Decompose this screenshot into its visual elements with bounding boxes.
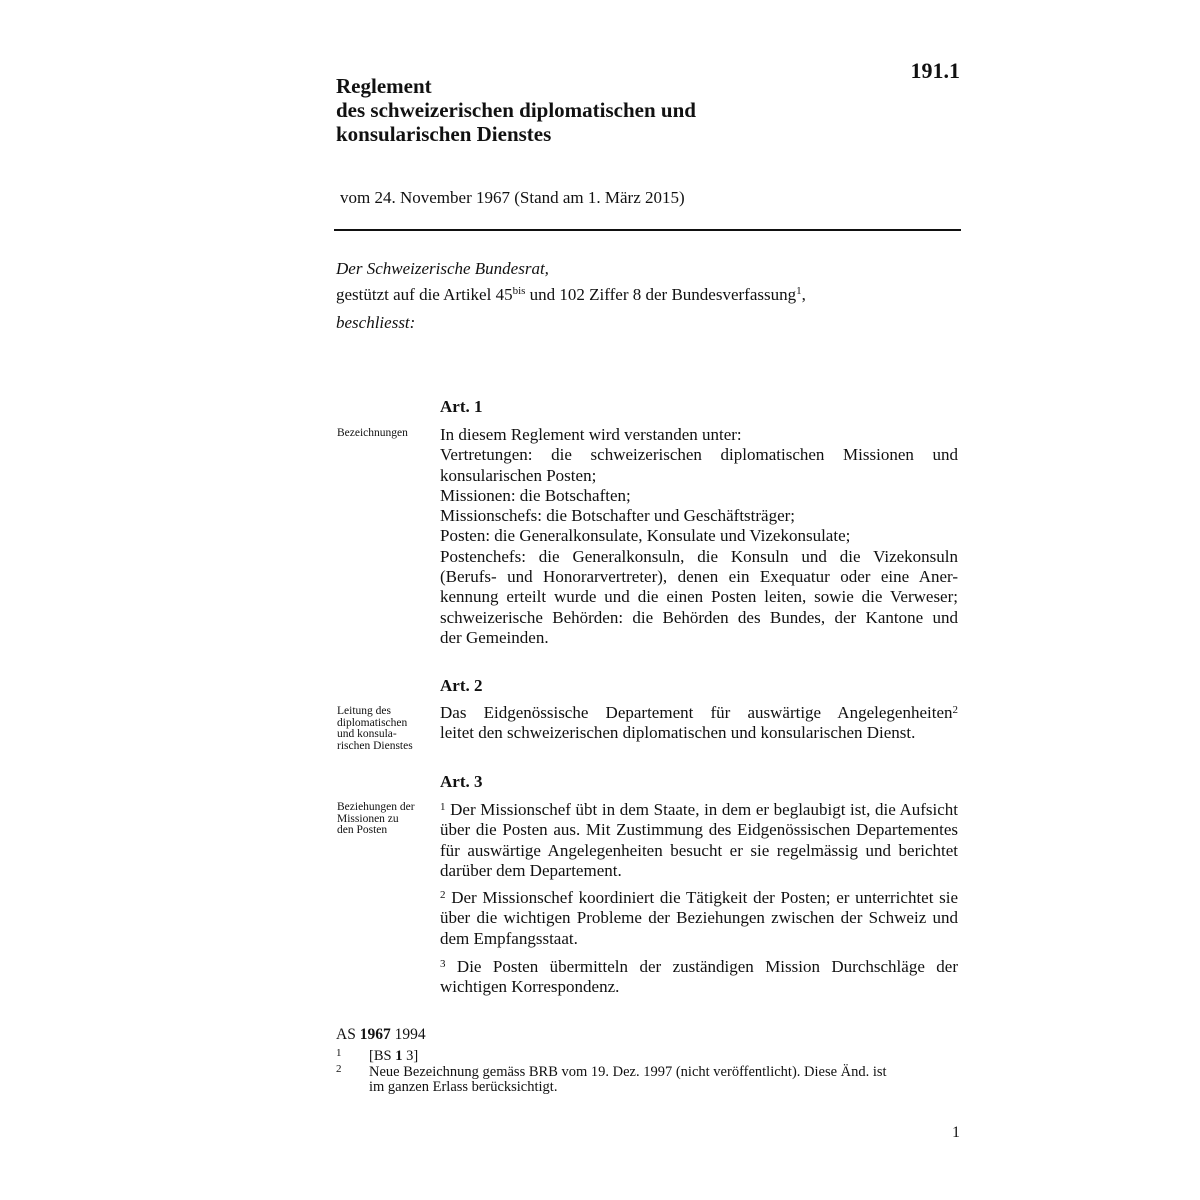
article-line: kennung erteilt wurde und die einen Posten leiten, sowie die Verweser; [440, 587, 958, 607]
article-line: (Berufs- und Honorarvertreter), denen ein Exequatur oder eine Aner- [440, 567, 958, 587]
footnote-text-part: [BS [369, 1048, 396, 1064]
article-1-body [440, 425, 958, 648]
title-line: des schweizerischen diplomatischen und [336, 98, 696, 122]
article-line: Vertretungen: die schweizerischen diplomatischen Missionen und [440, 445, 958, 465]
article-3-paragraph-2 [440, 888, 958, 949]
basis-superscript: bis [512, 285, 526, 297]
margin-note-art-3 [337, 802, 429, 837]
margin-note-line: und konsula- [337, 728, 397, 740]
paragraph-number: 2 [440, 889, 446, 901]
as-page: 1994 [390, 1026, 426, 1043]
article-text: Das Eidgenössische Departement für auswärtige Angelegenheiten [440, 703, 953, 722]
paragraph-number: 1 [440, 801, 446, 813]
official-collection-reference [336, 1026, 426, 1044]
preamble-legal-basis [336, 285, 806, 305]
paragraph-text: Der Missionschef koordiniert die Tätigkeit der Posten; er unterrichtet sie über die wichtigen Probleme der Beziehungen zwischen der Schweiz und dem Empfangsstaat. [440, 888, 958, 948]
article-line [440, 703, 958, 723]
as-year: 1967 [359, 1026, 391, 1043]
article-heading-3: Art. 3 [440, 772, 483, 791]
basis-text: gestützt auf die Artikel 45 [336, 285, 513, 304]
footnote-text-bold: 1 [395, 1048, 403, 1064]
footnote-number: 2 [336, 1063, 342, 1075]
article-line: In diesem Reglement wird verstanden unter: [440, 425, 742, 444]
margin-note-line: diplomatischen [337, 716, 408, 729]
basis-text: und 102 Ziffer 8 der Bundesverfassung [525, 285, 797, 304]
paragraph-text: Der Missionschef übt in dem Staate, in dem er beglaubigt ist, die Aufsicht über die Posten aus. Mit Zustimmung des Eidgenössischen Departementes für auswärtige Angelegenheiten besucht er sie regelmässig und berichtet darüber dem Departement. [440, 800, 959, 880]
margin-note-line: Leitung des [337, 705, 391, 717]
page-number: 1 [952, 1124, 960, 1141]
margin-note-art-1 [337, 428, 429, 440]
title-line: Reglement [336, 74, 432, 98]
article-line: Missionschefs: die Botschafter und Geschäftsträger; [440, 506, 796, 526]
footnote-text [369, 1049, 969, 1064]
footnote-text-part: 3] [402, 1048, 419, 1064]
date-status-line: vom 24. November 1967 (Stand am 1. März 2015) [340, 188, 685, 207]
header-divider [334, 229, 961, 231]
margin-note-line: Bezeichnungen [337, 427, 408, 439]
preamble-authority: Der Schweizerische Bundesrat, [336, 259, 549, 278]
margin-note-line: den Posten [337, 824, 388, 836]
article-3-paragraph-3 [440, 957, 958, 998]
article-heading-2: Art. 2 [440, 676, 483, 695]
basis-text: , [801, 285, 806, 304]
margin-note-line: Missionen zu [337, 812, 399, 825]
paragraph-text: Die Posten übermitteln der zuständigen Mission Durchschläge der wichtigen Korrespondenz. [440, 957, 958, 997]
article-line: schweizerische Behörden: die Behörden des Bundes, der Kantone und [440, 607, 958, 627]
article-line: Postenchefs: die Generalkonsuln, die Konsuln und die Vizekonsuln [440, 546, 958, 566]
as-prefix: AS [336, 1026, 360, 1043]
margin-note-line: Beziehungen der [337, 801, 415, 813]
article-3-paragraph-1 [440, 800, 958, 881]
footnote-line: Neue Bezeichnung gemäss BRB vom 19. Dez. 1997 (nicht veröffentlicht). Diese Änd. ist [369, 1064, 887, 1080]
document-number: 191.1 [910, 58, 960, 83]
article-line: Missionen: die Botschaften; [440, 485, 631, 505]
article-line: konsularischen Posten; [440, 465, 597, 485]
article-line: der Gemeinden. [440, 627, 549, 647]
paragraph-number: 3 [440, 958, 446, 970]
article-heading-1: Art. 1 [440, 397, 483, 416]
page-title [336, 74, 856, 146]
margin-note-art-2 [337, 706, 429, 752]
article-line: leitet den schweizerischen diplomatischen und konsularischen Dienst. [440, 723, 916, 743]
preamble-decides: beschliesst: [336, 313, 416, 332]
footnote-ref-2[interactable]: 2 [952, 704, 958, 716]
title-line: konsularischen Dienstes [336, 122, 552, 146]
article-2-body [440, 703, 958, 744]
article-line: Posten: die Generalkonsulate, Konsulate und Vizekonsulate; [440, 526, 851, 546]
footnote-number: 1 [336, 1047, 342, 1059]
footnote-ref-1[interactable]: 1 [796, 285, 802, 297]
footnote-line: im ganzen Erlass berücksichtigt. [369, 1079, 558, 1095]
margin-note-line: rischen Dienstes [337, 739, 413, 752]
footnote-text [369, 1065, 969, 1095]
